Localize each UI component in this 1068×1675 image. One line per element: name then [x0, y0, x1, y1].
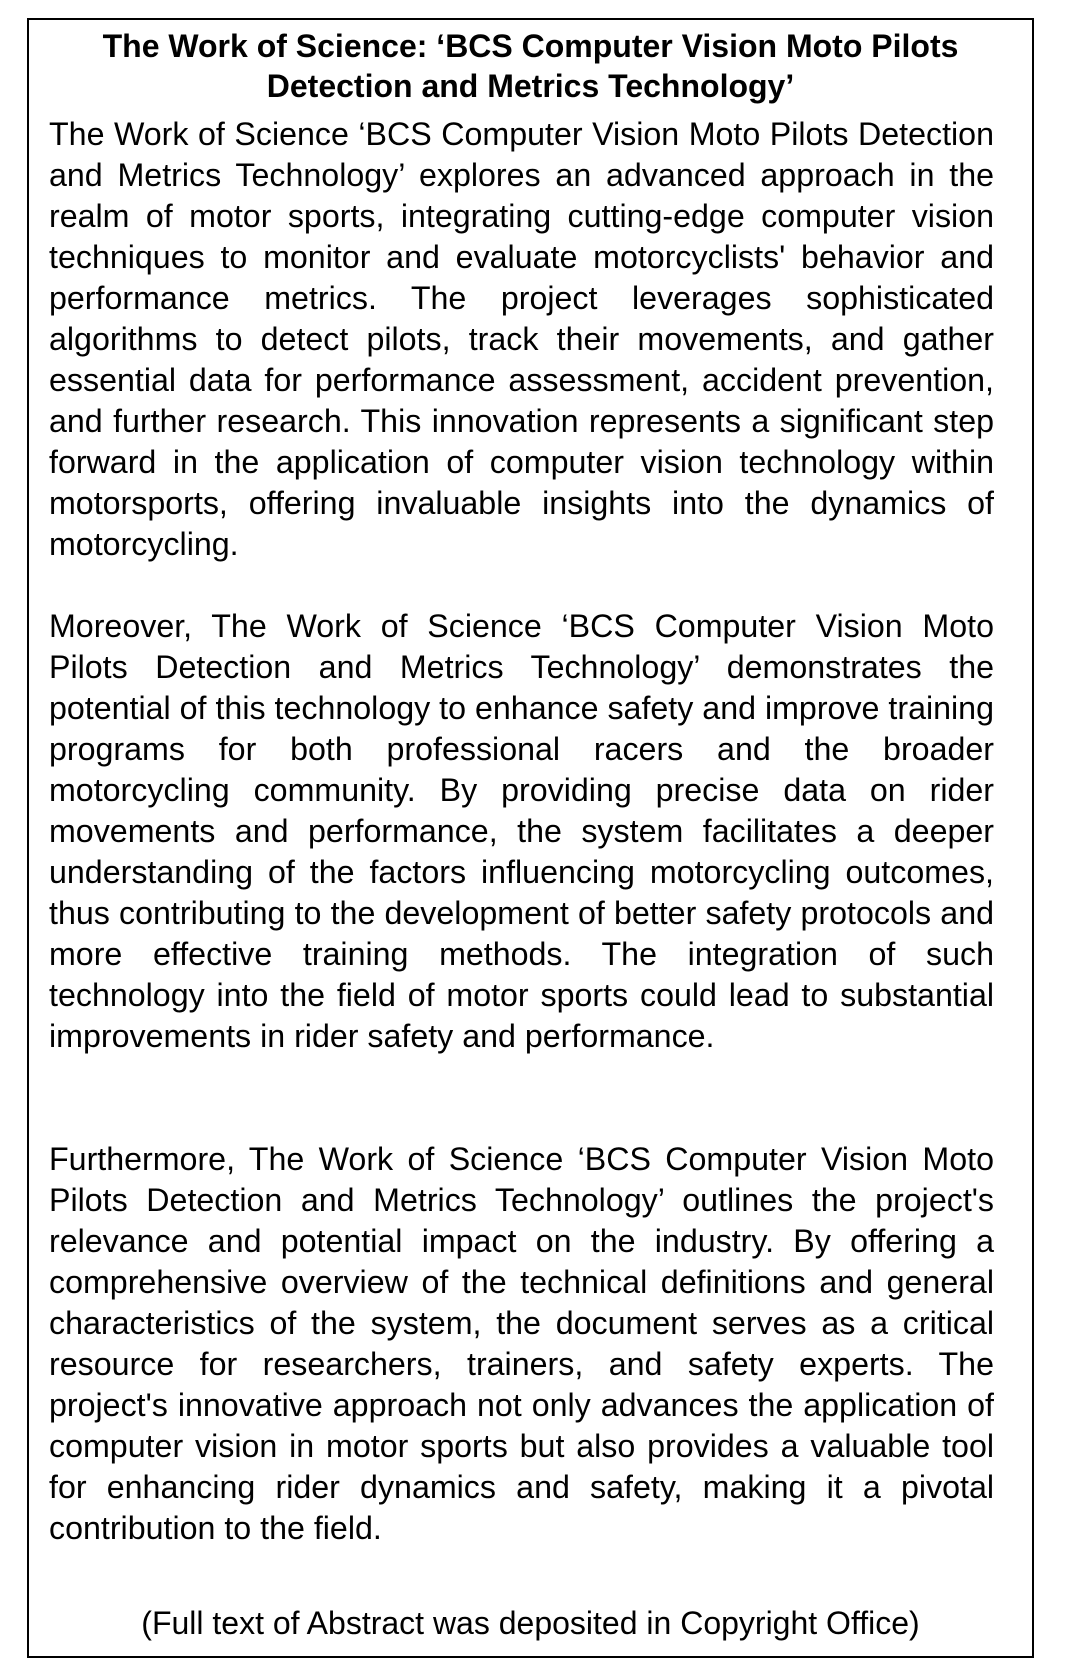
- abstract-paragraph-1: The Work of Science ‘BCS Computer Vision Moto Pilots Detection and Metrics Technology’ explores an advanced approach in the realm of motor sports, integrating cutting-edge computer vision techniques to monitor and evaluate motorcyclists' behavior and performance metrics. The project leverages sophisticated algorithms to detect pilots, track their movements, and gather essential data for performance assessment, accident prevention, and further research. This innovation represents a significant step forward in the application of computer vision technology within motorsports, offering invaluable insights into the dynamics of motorcycling.: [49, 116, 994, 562]
- deposit-note: (Full text of Abstract was deposited in Copyright Office): [141, 1605, 920, 1641]
- abstract-paragraph-3: Furthermore, The Work of Science ‘BCS Computer Vision Moto Pilots Detection and Metrics Technology’ outlines the project's relevance and potential impact on the industry. By offering a comprehensive overview of the technical definitions and general characteristics of the system, the document serves as a critical resource for researchers, trainers, and safety experts. The project's innovative approach not only advances the application of computer vision in motor sports but also provides a valuable tool for enhancing rider dynamics and safety, making it a pivotal contribution to the field.: [49, 1141, 994, 1546]
- abstract-frame: [27, 18, 1034, 1658]
- document-title: The Work of Science: ‘BCS Computer Vision Moto Pilots Detection and Metrics Technology’: [102, 28, 959, 104]
- abstract-paragraph-2: Moreover, The Work of Science ‘BCS Computer Vision Moto Pilots Detection and Metrics Technology’ demonstrates the potential of this technology to enhance safety and improve training programs for both professional racers and the broader motorcycling community. By providing precise data on rider movements and performance, the system facilitates a deeper understanding of the factors influencing motorcycling outcomes, thus contributing to the development of better safety protocols and more effective training methods. The integration of such technology into the field of motor sports could lead to substantial improvements in rider safety and performance.: [49, 608, 994, 1054]
